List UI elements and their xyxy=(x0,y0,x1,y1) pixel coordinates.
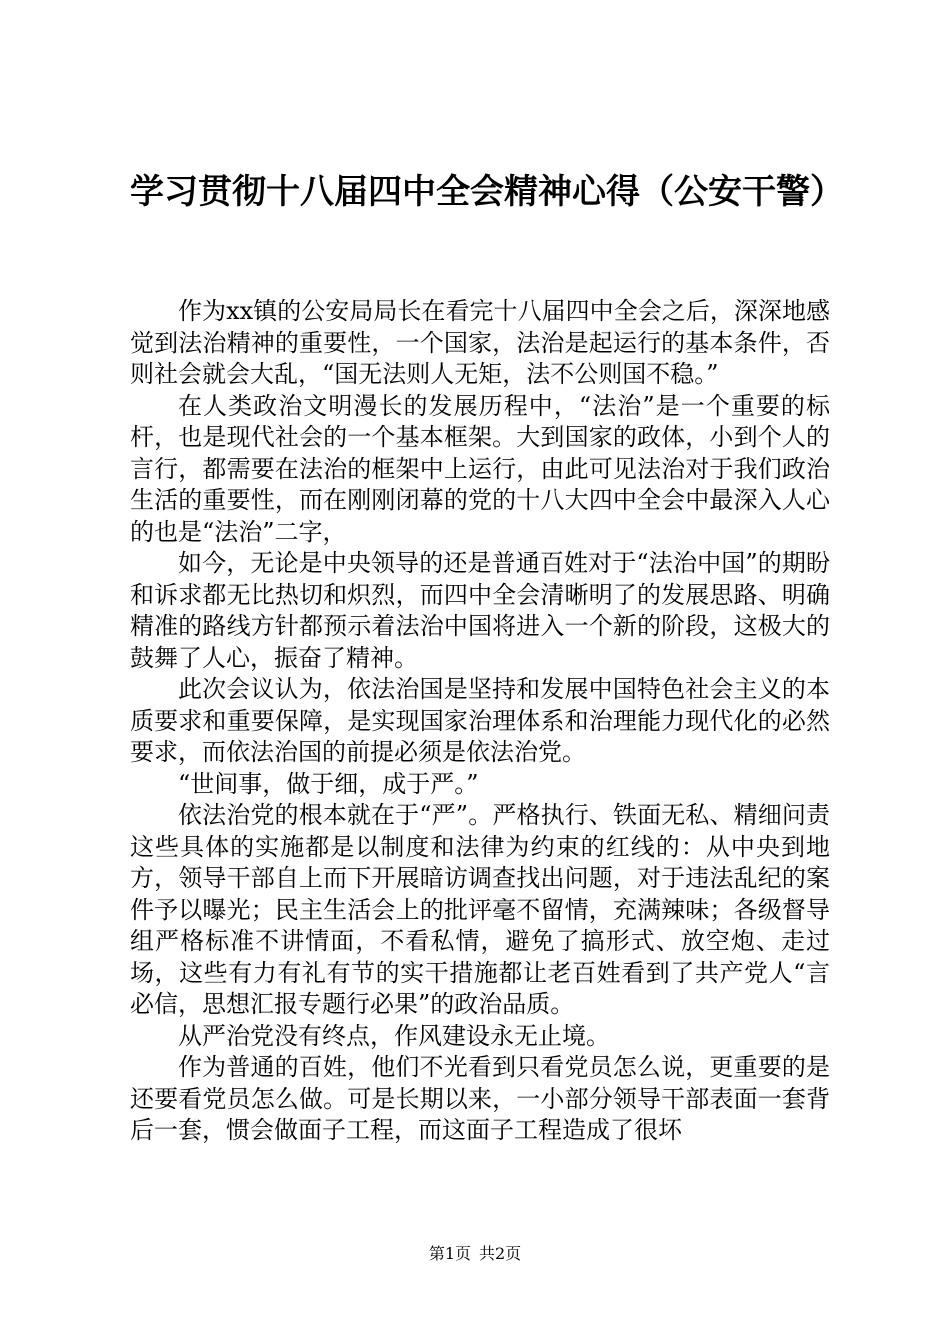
paragraph-1: 作为xx镇的公安局局长在看完十八届四中全会之后，深深地感觉到法治精神的重要性，一个国家，法治是起运行的基本条件，否则社会就会大乱，“国无法则人无矩，法不公则国不稳。” xyxy=(130,297,830,388)
page-number-current: 第1页 xyxy=(428,1244,471,1263)
paragraph-5: “世间事，做于细，成于严。” xyxy=(178,769,479,798)
document-body xyxy=(130,296,830,1147)
paragraph-3: 如今，无论是中央领导的还是普通百姓对于“法治中国”的期盼和诉求都无比热切和炽烈，而四中全会清晰明了的发展思路、明确精准的路线方针都预示着法治中国将进入一个新的阶段，这极大的鼓舞了人心，振奋了精神。 xyxy=(130,549,830,672)
paragraph-7: 从严治党没有终点，作风建设永无止境。 xyxy=(178,1021,610,1050)
paragraph-6: 依法治党的根本就在于“严”。严格执行、铁面无私、精细问责这些具体的实施都是以制度和法律为约束的红线的：从中央到地方，领导干部自上而下开展暗访调查找出问题，对于违法乱纪的案件予以曝光；民主生活会上的批评毫不留情，充满辣味；各级督导组严格标准不讲情面，不看私情，避免了搞形式、放空炮、走过场，这些有力有礼有节的实干措施都让老百姓看到了共产党人“言必信，思想汇报专题行必果”的政治品质。 xyxy=(130,801,830,1018)
paragraph-4: 此次会议认为，依法治国是坚持和发展中国特色社会主义的本质要求和重要保障，是实现国家治理体系和治理能力现代化的必然要求，而依法治国的前提必须是依法治党。 xyxy=(130,675,830,766)
page-footer xyxy=(0,1244,950,1264)
page-title: 学习贯彻十八届四中全会精神心得（公安干警） xyxy=(130,172,844,212)
page-number-total: 共2页 xyxy=(479,1244,522,1263)
paragraph-2: 在人类政治文明漫长的发展历程中，“法治”是一个重要的标杆，也是现代社会的一个基本框架。大到国家的政体，小到个人的言行，都需要在法治的框架中上运行，由此可见法治对于我们政治生活的重要性，而在刚刚闭幕的党的十八大四中全会中最深入人心的也是“法治”二字， xyxy=(130,391,830,546)
paragraph-8: 作为普通的百姓，他们不光看到只看党员怎么说，更重要的是还要看党员怎么做。可是长期以来，一小部分领导干部表面一套背后一套，惯会做面子工程，而这面子工程造成了很坏 xyxy=(130,1053,830,1144)
